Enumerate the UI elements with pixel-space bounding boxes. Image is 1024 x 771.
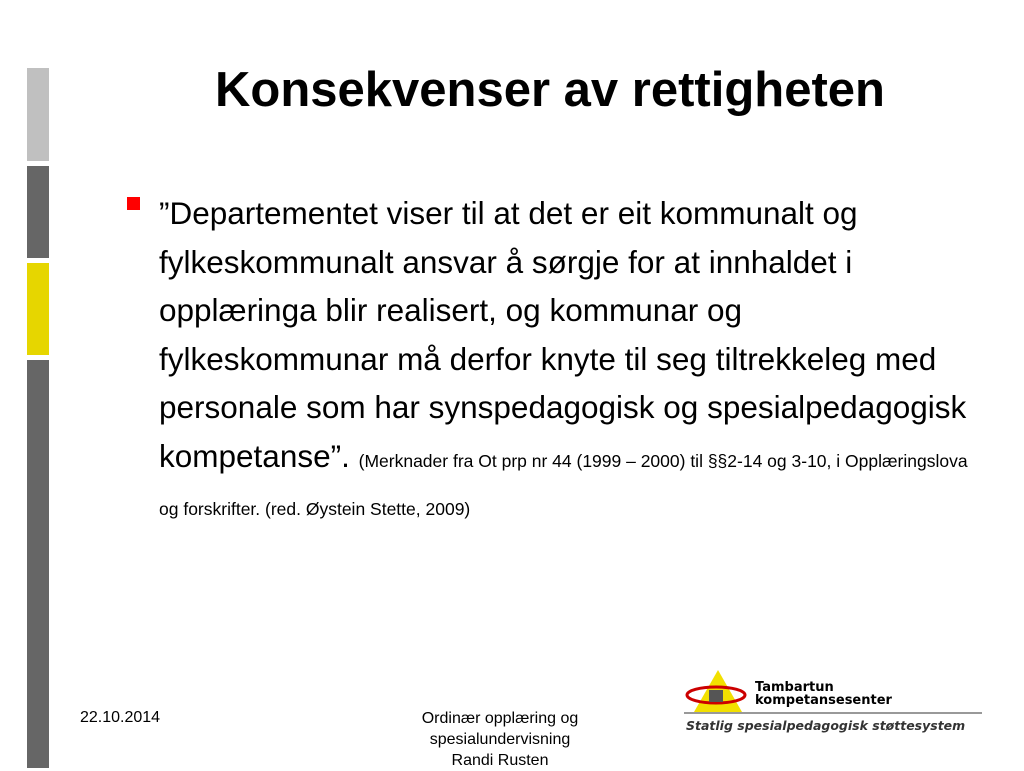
side-bar-segment-yellow [27,263,49,355]
footer-center-line-3: Randi Rusten [451,752,549,769]
side-bar-segment-light-gray [27,68,49,161]
logo-name [755,681,892,707]
logo-tagline: Statlig spesialpedagogisk støttesystem [686,718,966,733]
tambartun-logo [684,668,984,738]
bullet-reference: (Merknader fra Ot prp nr 44 (1999 – 2000) til §§2-14 og 3-10, i Opplæringslova og forskrifter. (red. Øystein Stette, 2009) [159,450,968,519]
bullet-square-icon [127,197,140,210]
logo-name-line-2: kompetansesenter [755,693,892,708]
bullet-quote: ”Departementet viser til at det er eit kommunalt og fylkeskommunalt ansvar å sørgje for at innhaldet i opplæringa blir realisert, og kommunar og fylkeskommunar må derfor knyte til seg tiltrekkeleg med personale som har synspedagogisk og spesialpedagogisk kompetanse”. [159,195,967,474]
footer-center-line-1: Ordinær opplæring og [421,710,579,727]
footer-center-text [385,708,615,771]
logo-name-line-1: Tambartun [755,680,834,695]
tambartun-logo-icon [684,668,754,714]
footer-center-line-2: spesialundervisning [429,731,571,748]
bullet-text [159,189,979,529]
side-bar-segment-dark-gray [27,166,49,258]
logo-divider [684,712,982,714]
slide-title: Konsekvenser av rettigheten [215,63,885,117]
side-bar-segment-dark-gray-bottom [27,360,49,768]
footer-date: 22.10.2014 [80,709,161,726]
